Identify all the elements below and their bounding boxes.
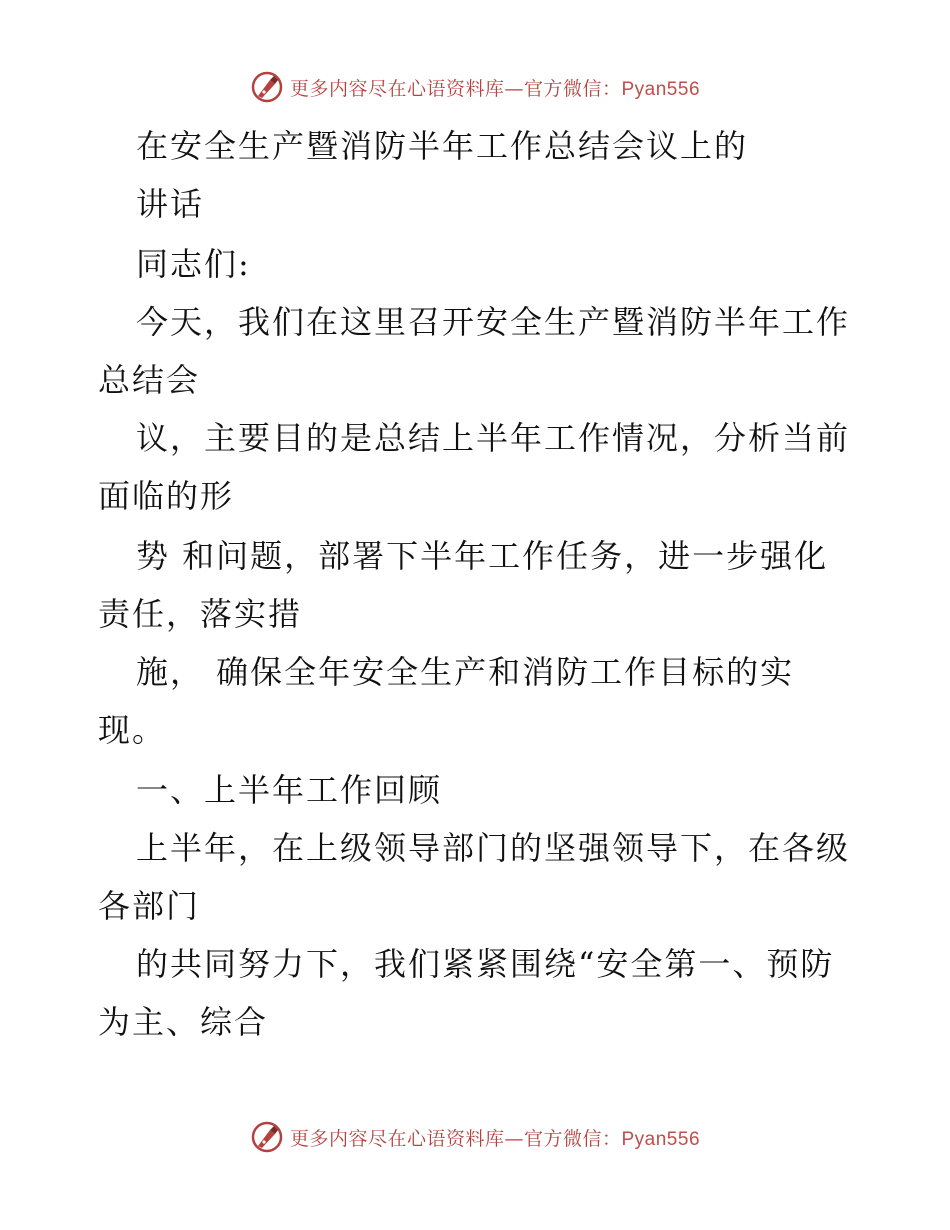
footer-wechat-id: Pyan556 (621, 1128, 701, 1150)
doc-title-line-1: 在安全生产暨消防半年工作总结会议上的 (136, 127, 749, 165)
doc-salutation: 同志们: (136, 245, 251, 283)
doc-paragraph-line: 为主、综合 (98, 1003, 269, 1041)
doc-paragraph-line: 责任，落实措 (98, 595, 303, 633)
doc-paragraph-line: 势 和问题，部署下半年工作任务，进一步强化 (136, 537, 829, 575)
doc-paragraph-line: 各部门 (98, 887, 201, 925)
doc-paragraph-line: 面临的形 (98, 477, 235, 515)
doc-section-heading: 一、上半年工作回顾 (136, 771, 443, 809)
header-wechat-id: Pyan556 (621, 78, 701, 100)
doc-paragraph-line: 的共同努力下，我们紧紧围绕“安全第一、预防 (136, 945, 835, 983)
pen-nib-logo-icon (250, 1120, 284, 1154)
doc-paragraph-line: 今天，我们在这里召开安全生产暨消防半年工作 (136, 303, 851, 341)
doc-paragraph-line: 上半年，在上级领导部门的坚强领导下，在各级 (136, 829, 851, 867)
doc-paragraph-line: 总结会 (98, 361, 201, 399)
doc-title-line-2: 讲话 (136, 185, 205, 223)
doc-paragraph-line: 施， 确保全年安全生产和消防工作目标的实 (136, 653, 795, 691)
doc-paragraph-line: 现。 (98, 711, 167, 749)
doc-paragraph-line: 议，主要目的是总结上半年工作情况，分析当前 (136, 419, 851, 457)
header-banner-text: 更多内容尽在心语资料库—官方微信：Pyan556 (289, 77, 701, 100)
footer-banner-text: 更多内容尽在心语资料库—官方微信：Pyan556 (289, 1127, 701, 1150)
footer-watermark-banner (0, 1120, 950, 1154)
